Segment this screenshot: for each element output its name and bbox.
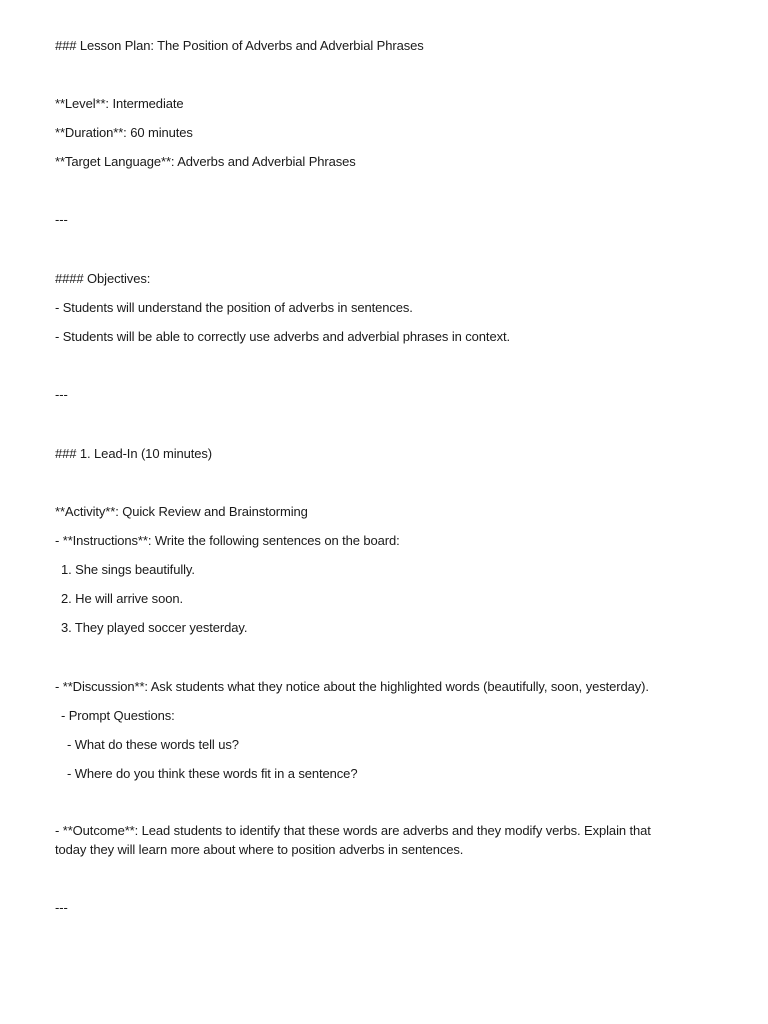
lesson-plan-title: ### Lesson Plan: The Position of Adverbs and Adverbial Phrases <box>55 38 424 53</box>
separator: --- <box>55 387 68 402</box>
prompt-question: - What do these words tell us? <box>67 737 239 752</box>
objective-item: - Students will understand the position of adverbs in sentences. <box>55 300 413 315</box>
example-sentence: 1. She sings beautifully. <box>61 562 195 577</box>
objectives-heading: #### Objectives: <box>55 271 151 286</box>
discussion-line: - **Discussion**: Ask students what they notice about the highlighted words (beautifully, soon, yesterday). <box>55 679 649 694</box>
example-sentence: 2. He will arrive soon. <box>61 591 183 606</box>
prompt-question: - Where do you think these words fit in a sentence? <box>67 766 358 781</box>
activity-line: **Activity**: Quick Review and Brainstorming <box>55 504 308 519</box>
target-language-line: **Target Language**: Adverbs and Adverbial Phrases <box>55 154 356 169</box>
section-heading-lead-in: ### 1. Lead-In (10 minutes) <box>55 446 213 461</box>
level-line: **Level**: Intermediate <box>55 96 184 111</box>
prompt-questions-label: - Prompt Questions: <box>61 708 175 723</box>
instructions-line: - **Instructions**: Write the following sentences on the board: <box>55 533 400 548</box>
example-sentence: 3. They played soccer yesterday. <box>61 620 248 635</box>
objective-item: - Students will be able to correctly use adverbs and adverbial phrases in context. <box>55 329 510 344</box>
duration-line: **Duration**: 60 minutes <box>55 125 193 140</box>
separator: --- <box>55 900 68 915</box>
outcome-paragraph: - **Outcome**: Lead students to identify that these words are adverbs and they modify verbs. Explain that today they will learn more about where to position adverbs in sentences. <box>55 823 651 857</box>
separator: --- <box>55 212 68 227</box>
